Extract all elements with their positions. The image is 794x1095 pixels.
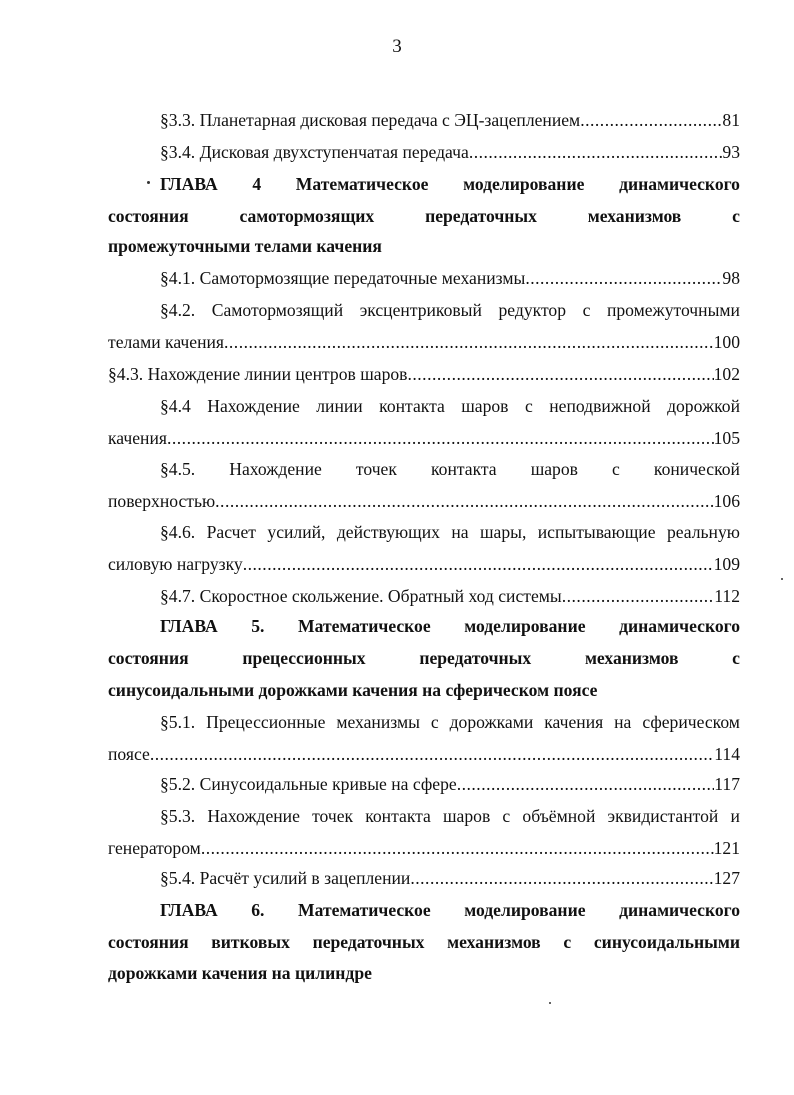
entry-word: качения (544, 714, 604, 732)
scan-speck (549, 1002, 551, 1004)
entry-word: на (451, 524, 469, 542)
entry-word: шаров (443, 808, 491, 826)
entry-word: Нахождение (207, 398, 300, 416)
toc-entry-line (160, 714, 740, 732)
heading-word: передаточных (419, 650, 532, 668)
entry-title: силовую нагрузку (108, 556, 243, 574)
heading-word: Математическое (295, 176, 429, 194)
entry-word: сферическом (642, 714, 740, 732)
heading-word: механизмов (584, 650, 679, 668)
dot-leader (224, 334, 714, 352)
dot-leader (580, 112, 722, 130)
entry-word: шаров (461, 398, 509, 416)
heading-word: передаточных (312, 934, 425, 952)
entry-word: Расчет (206, 524, 256, 542)
toc-entry-line (160, 808, 740, 826)
heading-word: самотормозящих (239, 208, 375, 226)
entry-word: линии (316, 398, 363, 416)
dot-leader (215, 493, 713, 511)
chapter-heading-line (108, 934, 740, 952)
entry-title: §4.7. Скоростное скольжение. Обратный ход системы (160, 588, 562, 606)
toc-entry[interactable] (160, 270, 740, 288)
entry-word: и (730, 808, 740, 826)
toc-entry[interactable] (108, 493, 740, 511)
entry-title: §5.2. Синусоидальные кривые на сфере (160, 776, 457, 794)
toc-entry[interactable] (160, 776, 740, 794)
scan-speck (147, 181, 150, 184)
entry-page-number: 98 (722, 270, 740, 288)
entry-word: с (582, 302, 591, 320)
heading-word: состояния (108, 934, 189, 952)
entry-word: контакта (431, 461, 497, 479)
entry-word: реальную (666, 524, 740, 542)
dot-leader (150, 746, 714, 764)
heading-word: моделирование (464, 902, 586, 920)
entry-page-number: 117 (714, 776, 740, 794)
toc-entry-line (160, 524, 740, 542)
heading-word: витковых (211, 934, 290, 952)
entry-word: контакта (365, 808, 431, 826)
heading-word: 6. (251, 902, 265, 920)
entry-page-number: 121 (713, 840, 740, 858)
scan-speck (781, 578, 783, 580)
entry-word: конической (653, 461, 740, 479)
entry-page-number: 93 (722, 144, 740, 162)
heading-word: ГЛАВА (160, 176, 218, 194)
entry-word: дорожками (449, 714, 534, 732)
toc-entry[interactable] (160, 112, 740, 130)
entry-word: Прецессионные (206, 714, 326, 732)
heading-word: с (732, 208, 740, 226)
entry-title: §5.4. Расчёт усилий в зацеплении (160, 870, 411, 888)
chapter-heading-last-line: синусоидальными дорожками качения на сферическом поясе (108, 682, 598, 700)
dot-leader (201, 840, 714, 858)
heading-word: передаточных (425, 208, 537, 226)
heading-word: ГЛАВА (160, 902, 218, 920)
entry-word: шаров (530, 461, 578, 479)
heading-word: с (732, 650, 740, 668)
dot-leader (243, 556, 714, 574)
entry-word: Нахождение (207, 808, 300, 826)
dot-leader (562, 588, 715, 606)
heading-word: механизмов (587, 208, 682, 226)
entry-word: с (502, 808, 511, 826)
entry-word: §5.1. (160, 714, 196, 732)
chapter-heading-line (108, 208, 740, 226)
entry-word: редуктор (498, 302, 566, 320)
heading-word: механизмов (447, 934, 541, 952)
toc-entry-line (160, 398, 740, 416)
entry-title: §4.1. Самотормозящие передаточные механизмы (160, 270, 526, 288)
dot-leader (410, 870, 713, 888)
entry-page-number: 102 (713, 366, 740, 384)
chapter-heading-line (160, 902, 740, 920)
entry-page-number: 112 (714, 588, 740, 606)
dot-leader (457, 776, 715, 794)
heading-word: динамического (619, 618, 740, 636)
chapter-heading-line (160, 176, 740, 194)
entry-page-number: 81 (722, 112, 740, 130)
heading-word: состояния (108, 208, 189, 226)
toc-entry[interactable] (160, 144, 740, 162)
heading-word: синусоидальными (593, 934, 740, 952)
toc-entry[interactable] (108, 366, 740, 384)
entry-word: испытывающие (537, 524, 656, 542)
heading-word: моделирование (463, 176, 585, 194)
entry-word: механизмы (336, 714, 420, 732)
entry-title: поверхностью (108, 493, 216, 511)
entry-word: эксцентриковый (359, 302, 482, 320)
entry-page-number: 106 (713, 493, 740, 511)
toc-entry[interactable] (160, 870, 740, 888)
entry-word: §4.6. (160, 524, 196, 542)
chapter-heading-last-line: промежуточными телами качения (108, 238, 382, 256)
entry-word: Нахождение (229, 461, 322, 479)
heading-word: Математическое (298, 902, 431, 920)
entry-word: точек (355, 461, 397, 479)
entry-word: промежуточными (606, 302, 740, 320)
entry-title: §3.4. Дисковая двухступенчатая передача (160, 144, 469, 162)
entry-page-number: 114 (714, 746, 740, 764)
heading-word: прецессионных (242, 650, 366, 668)
entry-page-number: 127 (713, 870, 740, 888)
entry-title: генератором (108, 840, 201, 858)
entry-word: контакта (379, 398, 445, 416)
entry-word: с (612, 461, 620, 479)
entry-word: §5.3. (160, 808, 196, 826)
entry-word: §4.2. (160, 302, 196, 320)
heading-word: с (563, 934, 572, 952)
entry-word: §4.4 (160, 398, 191, 416)
entry-word: на (614, 714, 632, 732)
dot-leader (407, 366, 713, 384)
heading-word: Математическое (298, 618, 431, 636)
toc-entry[interactable] (108, 334, 740, 352)
chapter-heading-last-line: дорожками качения на цилиндре (108, 965, 372, 983)
entry-title: качения (108, 430, 167, 448)
entry-word: действующих (336, 524, 440, 542)
toc-entry[interactable] (108, 840, 740, 858)
entry-word: §4.5. (160, 461, 196, 479)
page-number: 3 (392, 36, 402, 57)
entry-page-number: 100 (713, 334, 740, 352)
toc-entry-line (160, 461, 740, 479)
toc-entry-line (160, 302, 740, 320)
entry-word: усилий, (267, 524, 326, 542)
entry-title: телами качения (108, 334, 224, 352)
entry-word: с (430, 714, 439, 732)
entry-word: шары, (479, 524, 527, 542)
entry-word: точек (312, 808, 354, 826)
chapter-heading-line (108, 650, 740, 668)
entry-word: объёмной (522, 808, 596, 826)
entry-page-number: 105 (713, 430, 740, 448)
heading-word: ГЛАВА (160, 618, 218, 636)
entry-word: неподвижной (549, 398, 651, 416)
toc-entry[interactable] (108, 556, 740, 574)
dot-leader (469, 144, 723, 162)
entry-title: §3.3. Планетарная дисковая передача с ЭЦ-зацеплением (160, 112, 581, 130)
heading-word: моделирование (464, 618, 586, 636)
entry-word: эквидистантой (607, 808, 719, 826)
dot-leader (525, 270, 722, 288)
dot-leader (167, 430, 714, 448)
toc-entry[interactable] (108, 746, 740, 764)
entry-word: с (524, 398, 533, 416)
heading-word: 4 (252, 176, 262, 194)
toc-entry[interactable] (108, 430, 740, 448)
heading-word: состояния (108, 650, 189, 668)
entry-word: Самотормозящий (211, 302, 344, 320)
chapter-heading-line (160, 618, 740, 636)
toc-entry[interactable] (160, 588, 740, 606)
entry-page-number: 109 (713, 556, 740, 574)
entry-title: §4.3. Нахождение линии центров шаров (108, 366, 408, 384)
entry-title: поясе (108, 746, 150, 764)
heading-word: динамического (619, 902, 740, 920)
heading-word: 5. (251, 618, 265, 636)
heading-word: динамического (619, 176, 740, 194)
entry-word: дорожкой (667, 398, 740, 416)
